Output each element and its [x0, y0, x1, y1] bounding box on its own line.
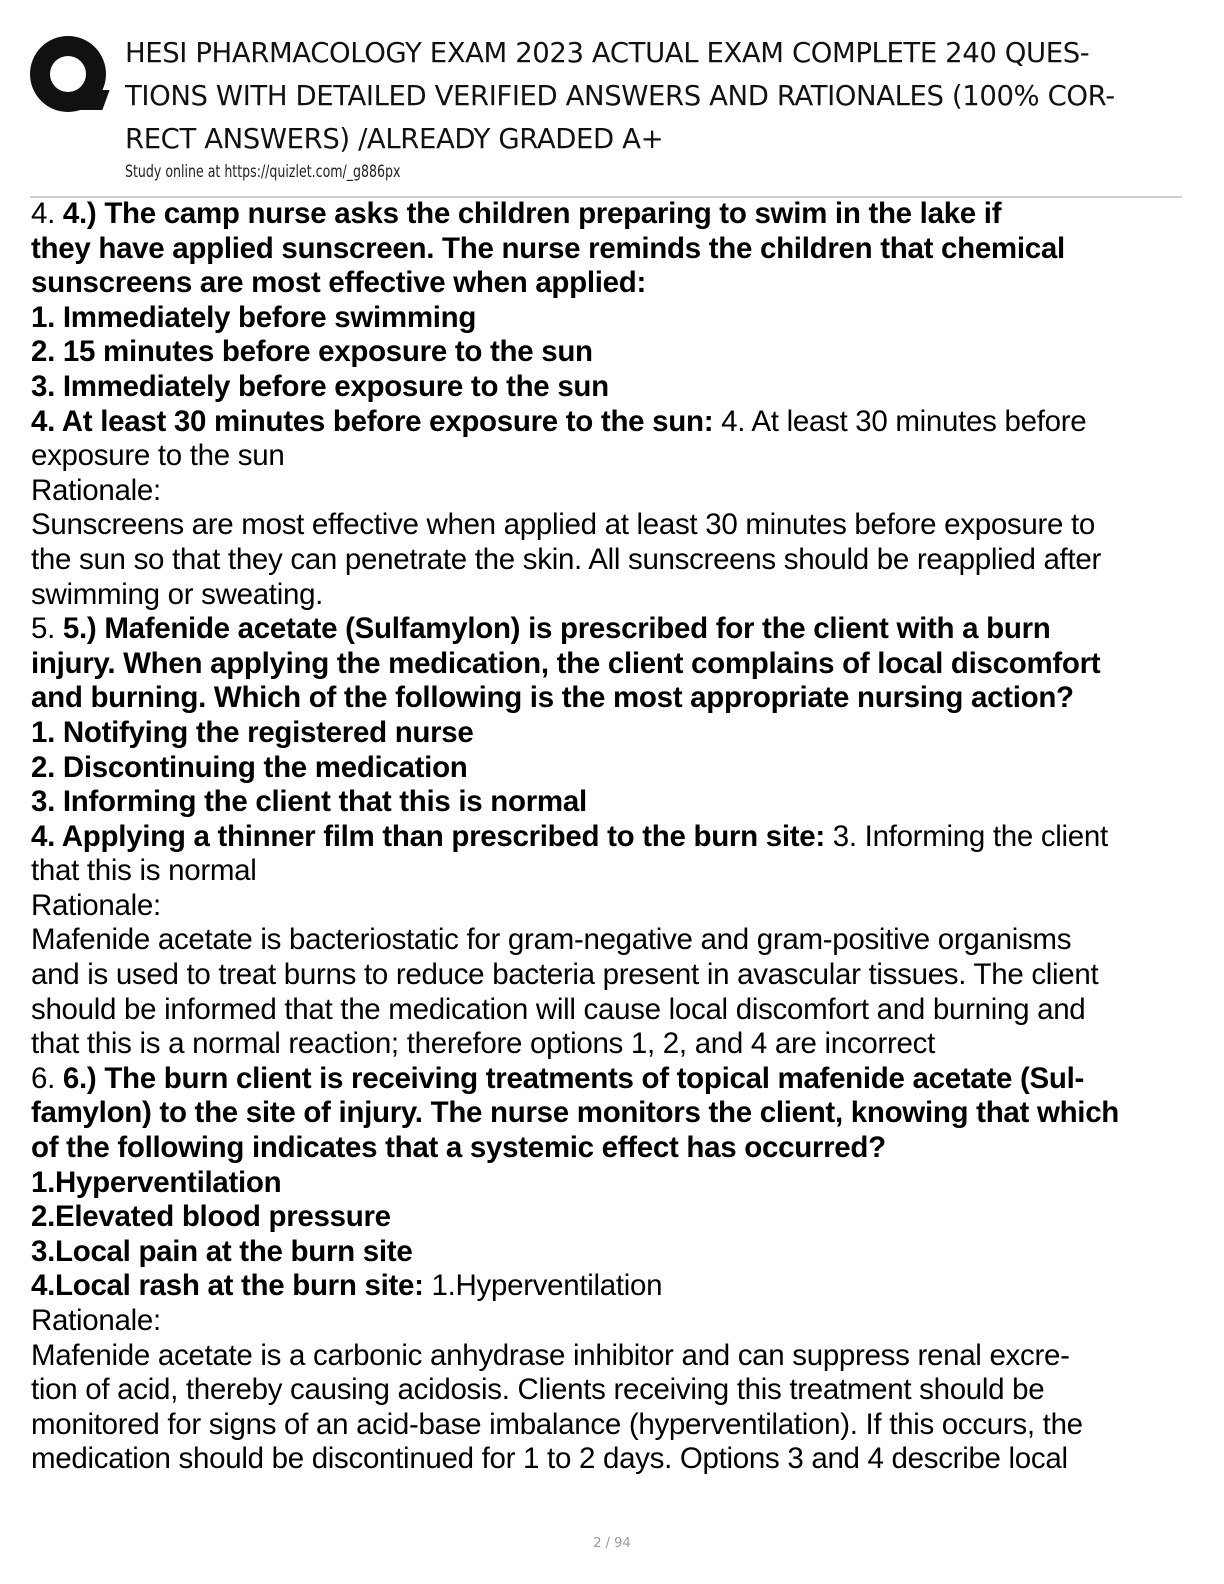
question-4-text: they have applied sunscreen. The nurse reminds the children that chemical: [31, 231, 1065, 265]
question-4-rationale: the sun so that they can penetrate the skin. All sunscreens should be reapplied after: [31, 542, 1101, 576]
question-6-rationale: tion of acid, thereby causing acidosis. Clients receiving this treatment should be: [31, 1373, 1045, 1407]
question-6-option: 2.Elevated blood pressure: [31, 1200, 391, 1234]
question-4-answer: 4. At least 30 minutes before: [713, 404, 1087, 438]
question-5-rationale: and is used to treat burns to reduce bacteria present in avascular tissues. The client: [31, 958, 1099, 992]
question-6-text: 6.) The burn client is receiving treatments of topical mafenide acetate (Sul-: [62, 1061, 1085, 1095]
question-5-rationale: Mafenide acetate is bacteriostatic for gram-negative and gram-positive organisms: [31, 923, 1072, 957]
question-6-answer-line: [31, 1269, 1191, 1304]
question-6-line: [31, 1062, 1191, 1097]
question-4-number: 4.: [31, 197, 63, 230]
question-5-line: [31, 612, 1191, 647]
question-5-option: 3. Informing the client that this is normal: [31, 785, 587, 819]
question-5-answer: 3. Informing the client: [824, 819, 1108, 853]
question-6-text: famylon) to the site of injury. The nurse monitors the client, knowing that which: [31, 1096, 1120, 1130]
question-5-text: 5.) Mafenide acetate (Sulfamylon) is prescribed for the client with a burn: [62, 612, 1051, 646]
page-header: [30, 28, 1200, 196]
question-5-number: 5.: [31, 612, 63, 646]
question-4-answer-line: [31, 405, 1191, 440]
question-4-text: 4.) The camp nurse asks the children preparing to swim in the lake if: [62, 197, 1002, 230]
question-4-option: 4. At least 30 minutes before exposure to the sun:: [31, 404, 714, 438]
question-6-text: of the following indicates that a systemic effect has occurred?: [31, 1131, 886, 1165]
question-4-line: [31, 197, 1191, 232]
title-line: TIONS WITH DETAILED VERIFIED ANSWERS AND RATIONALES (100% COR-: [125, 80, 1115, 112]
question-4-option: 3. Immediately before exposure to the sun: [31, 369, 609, 403]
question-5-rationale: that this is a normal reaction; therefore options 1, 2, and 4 are incorrect: [31, 1027, 935, 1061]
rationale-label: Rationale:: [31, 888, 161, 922]
question-5-option: 4. Applying a thinner film than prescribed to the burn site:: [31, 819, 825, 853]
question-6-number: 6.: [31, 1061, 63, 1095]
question-6-option: 1.Hyperventilation: [31, 1165, 282, 1199]
page-number: 2 / 94: [593, 1536, 631, 1551]
rationale-label: Rationale:: [31, 473, 161, 507]
question-5-answer: that this is normal: [31, 854, 257, 888]
question-5-text: and burning. Which of the following is the most appropriate nursing action?: [31, 681, 1074, 715]
question-5-rationale: should be informed that the medication will cause local discomfort and burning and: [31, 992, 1086, 1026]
document-title: [125, 32, 1210, 161]
question-5-option: 2. Discontinuing the medication: [31, 750, 468, 784]
question-content: [31, 197, 1191, 1477]
question-4-text: sunscreens are most effective when applied:: [31, 266, 647, 300]
title-line: HESI PHARMACOLOGY EXAM 2023 ACTUAL EXAM COMPLETE 240 QUES-: [125, 37, 1090, 69]
question-4-option: 1. Immediately before swimming: [31, 300, 477, 334]
question-6-rationale: monitored for signs of an acid-base imbalance (hyperventilation). If this occurs, the: [31, 1407, 1083, 1441]
question-4-answer: exposure to the sun: [31, 439, 285, 473]
question-4-rationale: Sunscreens are most effective when applied at least 30 minutes before exposure to: [31, 508, 1096, 542]
question-5-answer-line: [31, 820, 1191, 855]
question-6-answer: 1.Hyperventilation: [423, 1269, 663, 1303]
study-link[interactable]: Study online at https://quizlet.com/_g886px: [125, 162, 401, 182]
question-4-option: 2. 15 minutes before exposure to the sun: [31, 335, 593, 369]
question-6-option: 4.Local rash at the burn site:: [31, 1269, 424, 1303]
title-line: RECT ANSWERS) /ALREADY GRADED A+: [125, 123, 664, 155]
rationale-label: Rationale:: [31, 1304, 161, 1337]
question-6-rationale: medication should be discontinued for 1 to 2 days. Options 3 and 4 describe local: [31, 1442, 1068, 1476]
question-5-text: injury. When applying the medication, the client complains of local discomfort: [31, 646, 1101, 680]
question-6-option: 3.Local pain at the burn site: [31, 1234, 413, 1268]
question-5-option: 1. Notifying the registered nurse: [31, 715, 474, 749]
question-4-rationale: swimming or sweating.: [31, 577, 324, 611]
question-6-rationale: Mafenide acetate is a carbonic anhydrase inhibitor and can suppress renal excre-: [31, 1338, 1070, 1372]
